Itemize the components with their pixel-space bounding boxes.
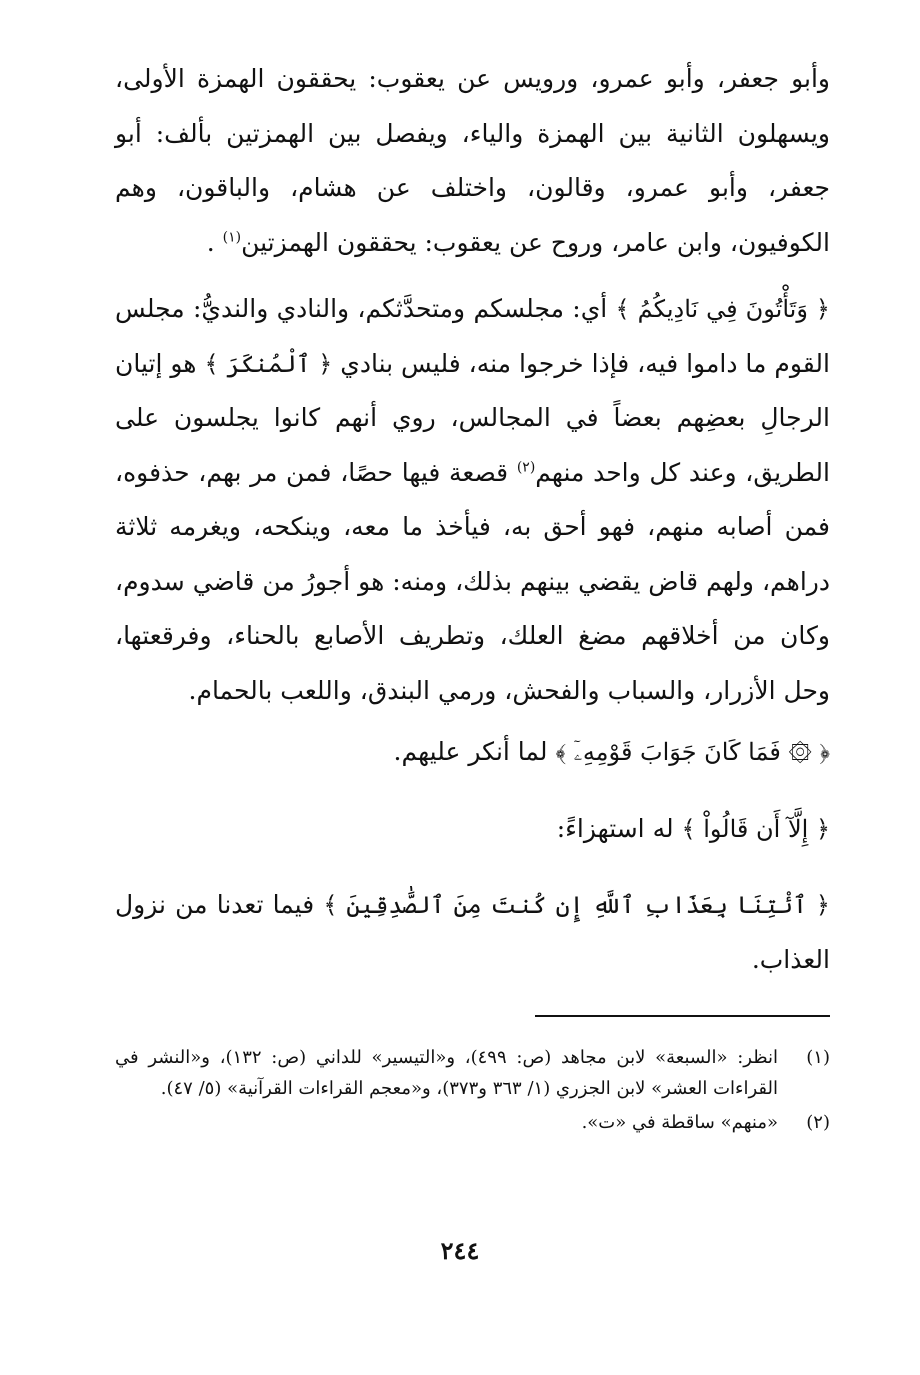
paragraph-readings bbox=[115, 52, 830, 272]
footnote-1 bbox=[115, 1042, 830, 1104]
paragraph-qalu bbox=[115, 802, 830, 857]
paragraph-jawab bbox=[115, 725, 830, 780]
paragraph-itina bbox=[115, 878, 830, 987]
quran-quote: ﴿ وَتَأْتُونَ فِي نَادِيكُمُ ﴾ bbox=[615, 295, 830, 323]
paragraph-nadi bbox=[115, 282, 830, 707]
main-text bbox=[115, 52, 830, 987]
footnote-2 bbox=[115, 1107, 830, 1138]
paragraph-text-c: قصعة فيها حصًا، فمن مر بهم، حذفوه، فمن أصابه منهم، فهو أحق به، فيأخذ ما معه، وينكحه، ويغرمه ثلاثة دراهم، ولهم قاض يقضي بينهم بذلك، ومنه: هو أجورُ من قاضي سدوم، وكان من أخلاقهم مضغ العلك، وتطريف الأصابع بالحناء، وفرقعتها، وحل الأزرار، والسباب والفحش، ورمي البندق، واللعب بالحمام. bbox=[115, 457, 830, 705]
paragraph-text: وأبو جعفر، وأبو عمرو، ورويس عن يعقوب: يحققون الهمزة الأولى، ويسهلون الثانية بين الهمزة والياء، ويفصل بين الهمزتين بألف: أبو جعفر، وأبو عمرو، وقالون، واختلف عن هشام، والباقون، وهم الكوفيون، وابن عامر، وروح عن يعقوب: يحققون الهمزتين bbox=[115, 64, 830, 257]
quran-quote: ﴿ ٱئْتِنَا بِعَذَابِ ٱللَّهِ إِن كُنتَ مِنَ ٱلصَّٰدِقِينَ ﴾ bbox=[323, 891, 830, 919]
paragraph-end: . bbox=[206, 227, 223, 257]
paragraph-text: له استهزاءً: bbox=[556, 813, 682, 843]
page-number: ٢٤٤ bbox=[440, 1236, 480, 1265]
paragraph-text: لما أنكر عليهم. bbox=[393, 737, 556, 766]
footnote-text: انظر: «السبعة» لابن مجاهد (ص: ٤٩٩)، و«التيسير» للداني (ص: ١٣٢)، و«النشر في القراءات العشر» لابن الجزري (١/ ٣٦٣ و٣٧٣)، و«معجم القراءات القرآنية» (٥/ ٤٧). bbox=[115, 1047, 778, 1099]
footnote-text: «منهم» ساقطة في «ت». bbox=[581, 1112, 778, 1133]
footnote-separator bbox=[535, 1015, 830, 1017]
footnote-number: (١) bbox=[806, 1047, 830, 1068]
quran-quote: ﴿ ۞ فَمَا كَانَ جَوَابَ قَوْمِهِۦٓ ﴾ bbox=[555, 738, 830, 766]
quran-quote: ﴿ إِلَّآ أَن قَالُواْ ﴾ bbox=[681, 814, 830, 843]
footnotes bbox=[115, 1042, 830, 1141]
quran-quote-munkar: ﴿ ٱلْمُنكَرَ ﴾ bbox=[204, 349, 333, 378]
paragraph-text-a: أي: مجلسكم ومتحدَّثكم، والنادي والنديُّ: مجلس القوم ما داموا فيه، فإذا خرجوا منه، فليس بنادي bbox=[115, 294, 830, 378]
paragraph-text: فيما تعدنا من نزول العذاب. bbox=[115, 890, 830, 974]
paragraph-text-b: هو إتيان الرجالِ بعضِهم بعضاً في المجالس، روي أنهم كانوا يجلسون على الطريق، وعند كل واحد منهم bbox=[115, 348, 830, 487]
footnote-ref-1[interactable]: (١) bbox=[222, 229, 242, 246]
footnote-number: (٢) bbox=[806, 1112, 830, 1133]
footnote-ref-2[interactable]: (٢) bbox=[516, 459, 536, 476]
